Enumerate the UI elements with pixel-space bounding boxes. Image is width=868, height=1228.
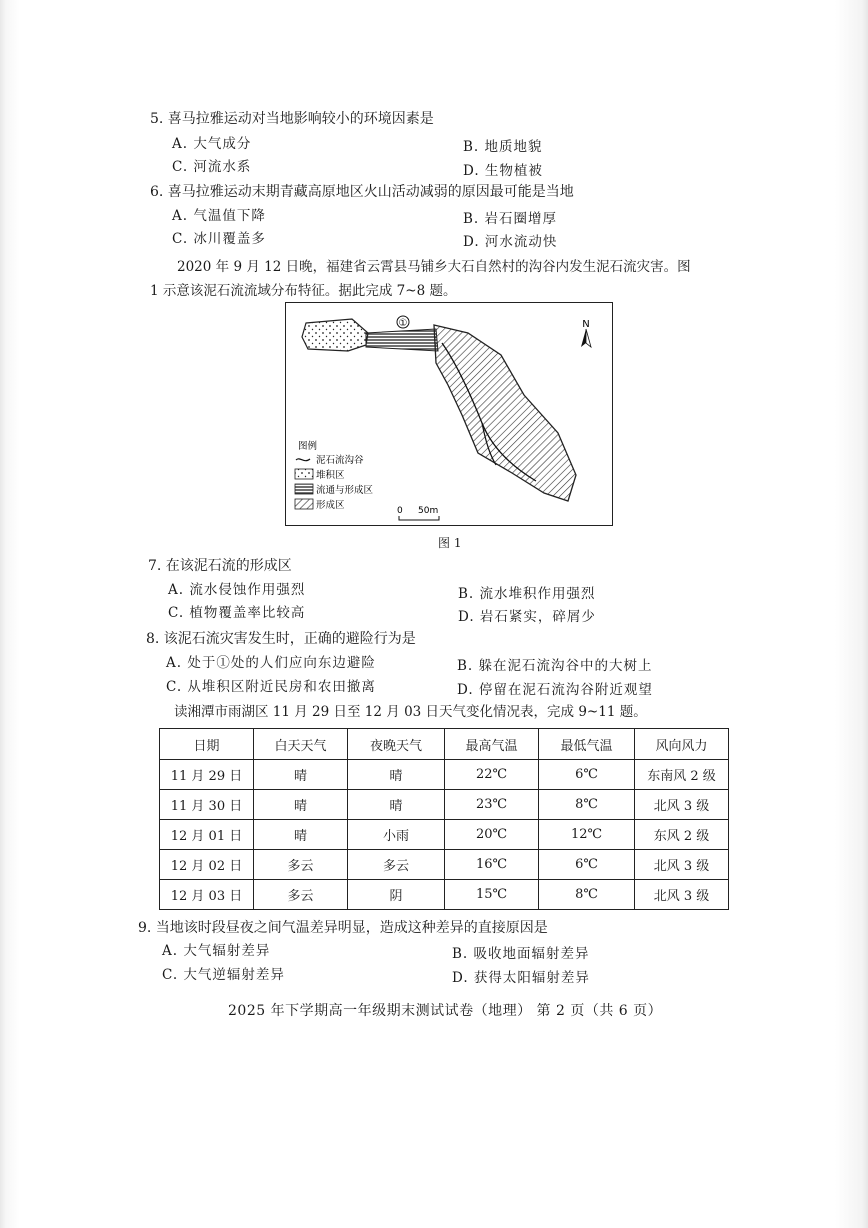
table-row [160,820,729,850]
cell-date: 12 月 01 日 [160,820,254,850]
q9-option-d: D. 获得太阳辐射差异 [452,970,590,986]
marker-1: ① [398,318,408,329]
page-footer: 2025 年下学期高一年级期末测试试卷（地理） 第 2 页（共 6 页） [228,1003,663,1019]
table-row [160,880,729,910]
circulation-area [366,329,438,351]
q9-stem: 9. 当地该时段昼夜之间气温差异明显，造成这种差异的直接原因是 [138,920,548,936]
header-wind: 风向风力 [635,729,729,760]
north-arrow-icon [581,329,586,347]
q6-option-c: C. 冰川覆盖多 [172,231,266,247]
cell-max-temp: 23℃ [445,790,539,820]
q7-stem: 7. 在该泥石流的形成区 [148,558,292,574]
q5-option-a: A. 大气成分 [172,136,252,152]
legend-accumulation: 堆积区 [316,470,345,481]
header-day-weather: 白天天气 [254,729,348,760]
cell-day-weather: 晴 [254,790,348,820]
table-header-row [160,729,729,760]
debris-flow-map [286,303,612,525]
q5-option-c: C. 河流水系 [172,159,252,175]
formation-area [434,325,576,501]
legend-accumulation-icon [295,469,313,479]
q8-option-d: D. 停留在泥石流沟谷附近观望 [457,682,653,698]
figure-1-map [285,302,613,526]
north-label: N [582,319,590,330]
cell-min-temp: 12℃ [539,820,635,850]
q5-option-b: B. 地质地貌 [463,139,543,155]
cell-night-weather: 阴 [348,880,445,910]
q8-option-c: C. 从堆积区附近民房和农田撤离 [166,679,376,695]
q6-option-a: A. 气温值下降 [172,208,266,224]
q8-option-b: B. 躲在泥石流沟谷中的大树上 [457,658,653,674]
q6-option-b: B. 岩石圈增厚 [463,211,558,227]
cell-max-temp: 15℃ [445,880,539,910]
cell-wind: 东风 2 级 [635,820,729,850]
q8-stem: 8. 该泥石流灾害发生时，正确的避险行为是 [146,631,416,647]
cell-wind: 北风 3 级 [635,880,729,910]
cell-day-weather: 晴 [254,760,348,790]
intro-9-11: 读湘潭市雨湖区 11 月 29 日至 12 月 03 日天气变化情况表，完成 9~11 题。 [174,704,647,720]
cell-min-temp: 8℃ [539,790,635,820]
cell-date: 12 月 02 日 [160,850,254,880]
cell-wind: 东南风 2 级 [635,760,729,790]
q7-option-a: A. 流水侵蚀作用强烈 [168,582,306,598]
cell-max-temp: 22℃ [445,760,539,790]
cell-night-weather: 晴 [348,790,445,820]
legend-gully-icon [296,459,310,461]
scale-bar [399,516,439,520]
q7-option-b: B. 流水堆积作用强烈 [458,586,596,602]
cell-min-temp: 8℃ [539,880,635,910]
accumulation-area [302,319,368,351]
cell-night-weather: 晴 [348,760,445,790]
q5-option-d: D. 生物植被 [463,163,543,179]
q7-option-c: C. 植物覆盖率比较高 [168,605,306,621]
legend-gully: 泥石流沟谷 [316,455,364,466]
scale-label: 50m [418,506,439,516]
cell-max-temp: 16℃ [445,850,539,880]
header-date: 日期 [160,729,254,760]
cell-day-weather: 晴 [254,820,348,850]
table-row [160,790,729,820]
cell-night-weather: 多云 [348,850,445,880]
header-night-weather: 夜晚天气 [348,729,445,760]
table-row [160,850,729,880]
q7-option-d: D. 岩石紧实，碎屑少 [458,609,596,625]
cell-min-temp: 6℃ [539,760,635,790]
header-min-temp: 最低气温 [539,729,635,760]
legend-title: 图例 [298,441,318,452]
q9-option-b: B. 吸收地面辐射差异 [452,946,590,962]
cell-wind: 北风 3 级 [635,790,729,820]
cell-max-temp: 20℃ [445,820,539,850]
cell-day-weather: 多云 [254,880,348,910]
scale-zero: 0 [397,506,403,516]
cell-date: 12 月 03 日 [160,880,254,910]
q9-option-a: A. 大气辐射差异 [162,943,271,959]
weather-table [159,728,729,910]
cell-date: 11 月 29 日 [160,760,254,790]
table-row [160,760,729,790]
figure-caption: 图 1 [438,536,462,550]
q8-option-a: A. 处于①处的人们应向东边避险 [166,655,376,671]
q6-stem: 6. 喜马拉雅运动末期青藏高原地区火山活动减弱的原因最可能是当地 [150,184,574,200]
cell-min-temp: 6℃ [539,850,635,880]
legend-circulation: 流通与形成区 [316,485,374,496]
legend-formation: 形成区 [316,500,345,511]
legend-circulation-icon [295,484,313,494]
q5-stem: 5. 喜马拉雅运动对当地影响较小的环境因素是 [150,111,434,127]
q6-option-d: D. 河水流动快 [463,234,558,250]
cell-wind: 北风 3 级 [635,850,729,880]
cell-day-weather: 多云 [254,850,348,880]
cell-date: 11 月 30 日 [160,790,254,820]
header-max-temp: 最高气温 [445,729,539,760]
q9-option-c: C. 大气逆辐射差异 [162,967,285,983]
cell-night-weather: 小雨 [348,820,445,850]
intro-7-8-line1: 2020 年 9 月 12 日晚，福建省云霄县马铺乡大石自然村的沟谷内发生泥石流灾害。图 [177,259,691,275]
legend-formation-icon [295,499,313,509]
intro-7-8-line2: 1 示意该泥石流流域分布特征。据此完成 7~8 题。 [150,283,457,299]
